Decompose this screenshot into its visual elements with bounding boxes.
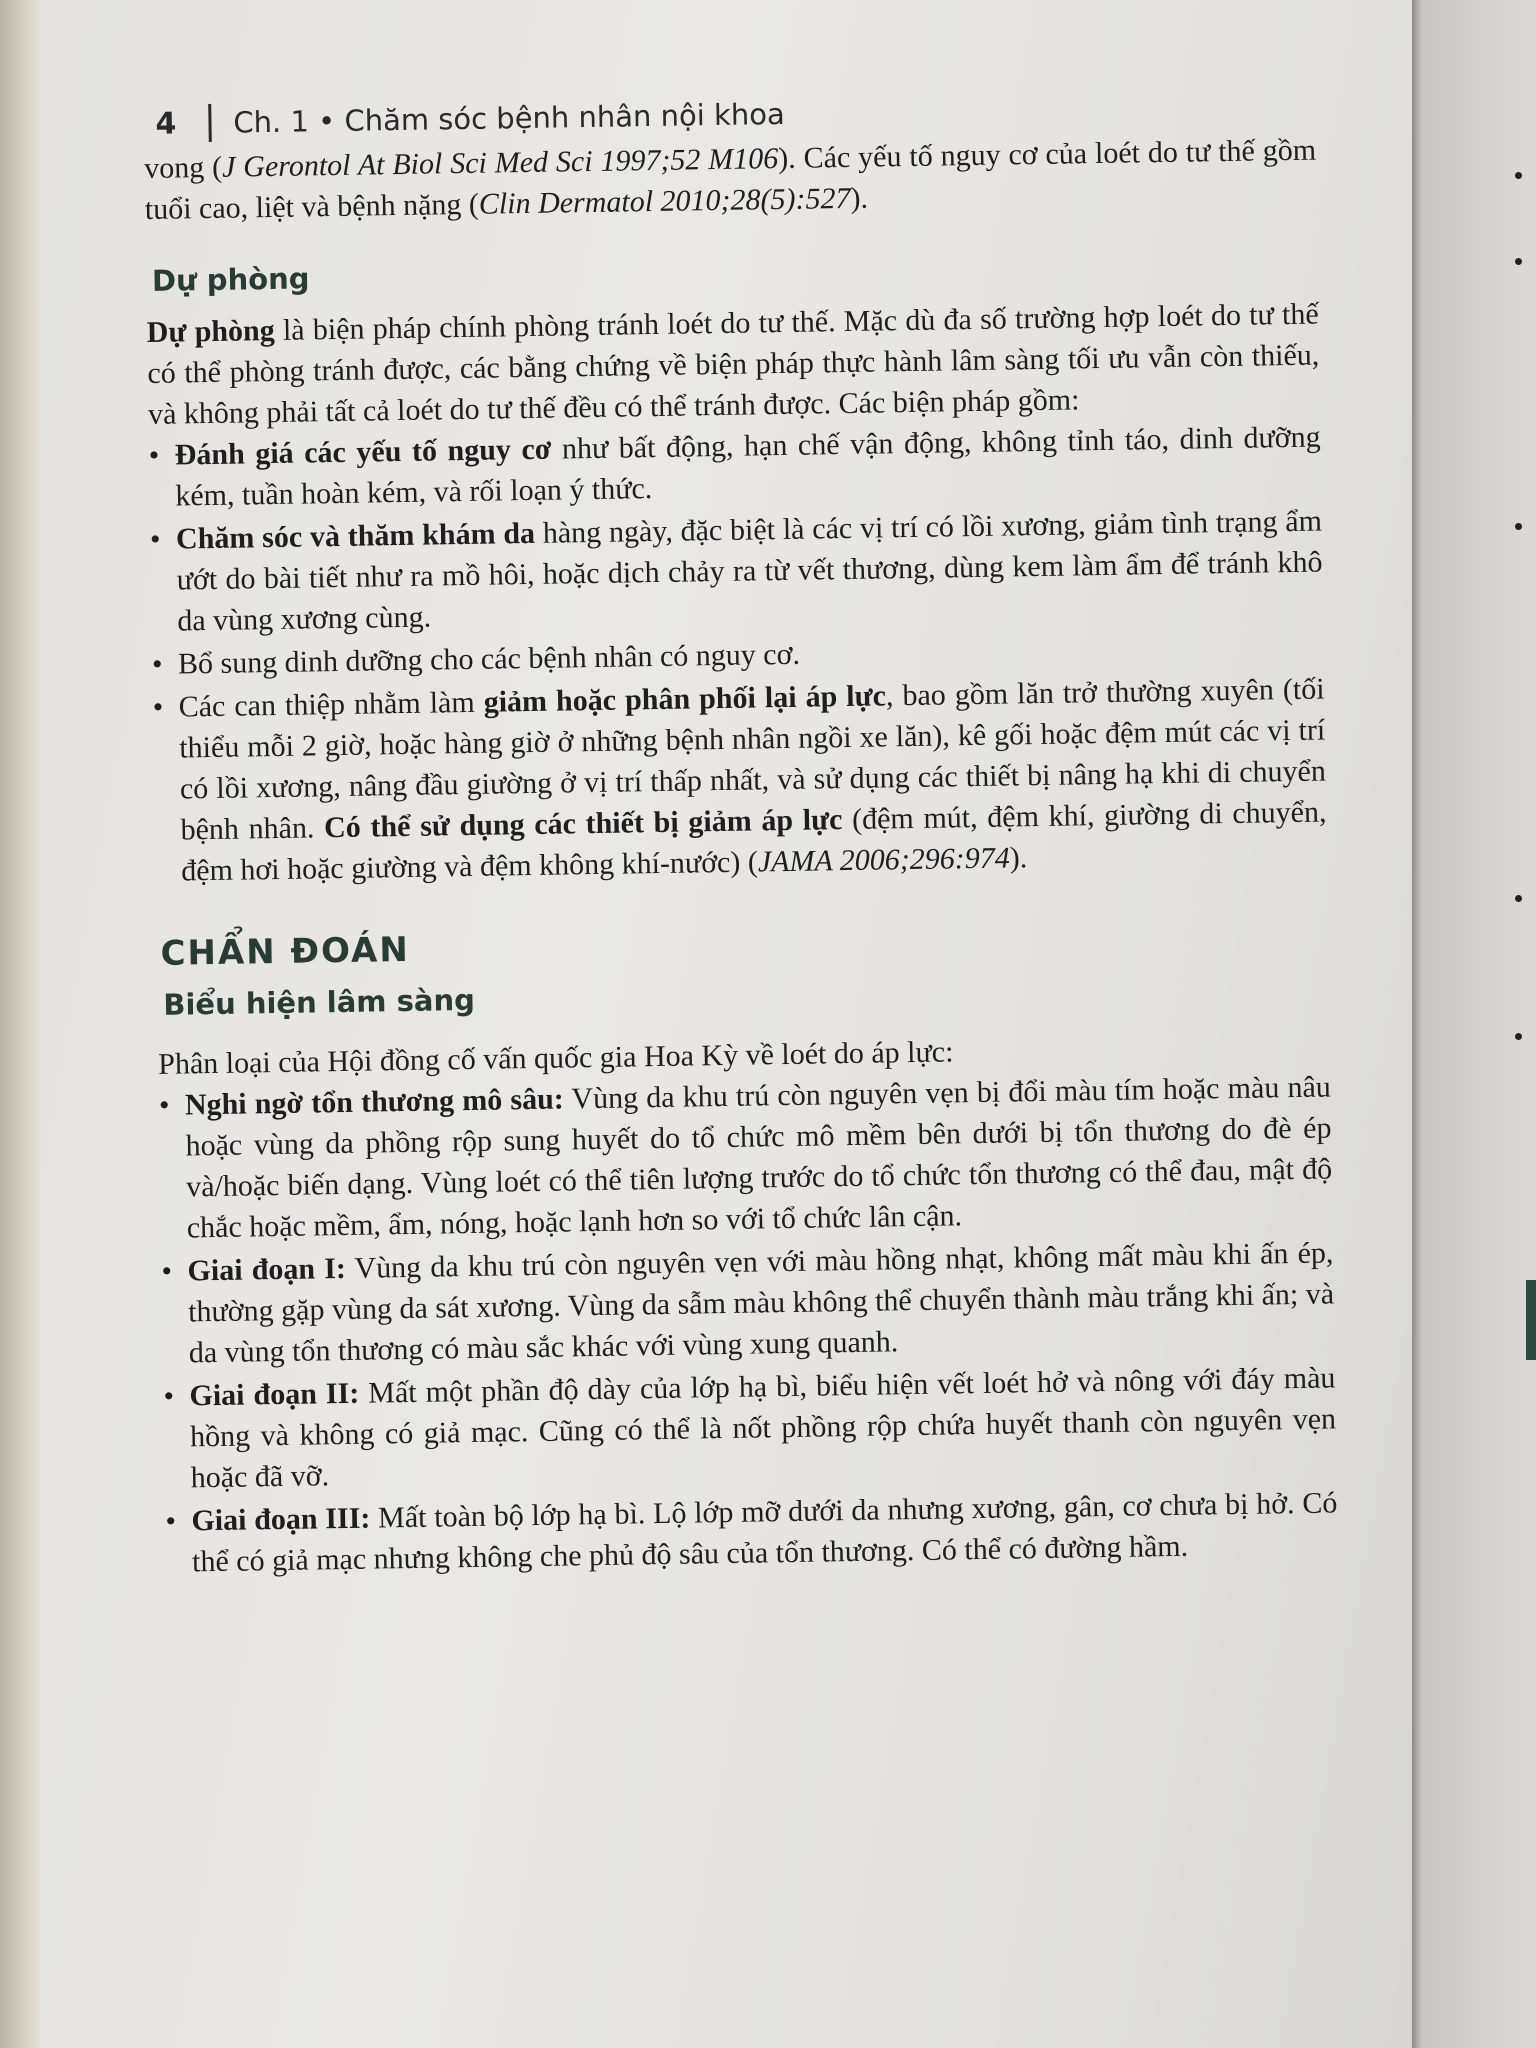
- adjacent-page-bullet: [1515, 258, 1522, 265]
- list-item-text: Mất một phần độ dày của lớp hạ bì, biểu hiện vết loét hở và nông với đáy màu hồng và không có giả mạc. Cũng có thể là nốt phồng rộp chứa huyết thanh còn nguyên vẹn hoặc đã vỡ.: [189, 1361, 1337, 1495]
- list-item-bold: Giai đoạn II:: [189, 1376, 360, 1413]
- list-item-bold: Nghi ngờ tổn thương mô sâu:: [184, 1082, 565, 1122]
- intro-text-2: ). Các yếu tố nguy cơ của loét do tư thế gồm tuổi cao, liệt và bệnh nặng (: [144, 133, 1317, 226]
- list-item: [163, 1357, 1337, 1498]
- list-item-bold: Giai đoạn I:: [187, 1251, 347, 1288]
- intro-text-1: vong (: [143, 150, 223, 185]
- list-item-bold: Có thể sử dụng các thiết bị giảm áp lực: [323, 803, 843, 845]
- list-item: [148, 417, 1321, 517]
- running-head-divider: [208, 104, 212, 142]
- diagnosis-lead: Phân loại của Hội đồng cố vấn quốc gia Hoa Kỳ về loét do áp lực:: [158, 1035, 954, 1081]
- list-item: [161, 1232, 1335, 1373]
- intro-text-3: ).: [850, 181, 869, 215]
- list-item-bold: Đánh giá các yếu tố nguy cơ: [174, 432, 552, 472]
- book-page: [40, 0, 1412, 2048]
- diagnosis-heading: CHẨN ĐOÁN: [160, 929, 411, 974]
- list-item-text: , bao gồm lăn trở thường xuyên (tối thiểu mỗi 2 giờ, hoặc hàng giờ ở những bệnh nhân ngồi xe lăn), kê gối hoặc đệm mút các vị trí có lồi xương, nâng đầu giường ở vị trí thấp nhất, và sử dụng các thiết bị nâng hạ khi di chuyển bệnh nhân.: [179, 672, 1327, 847]
- list-item-citation: JAMA 2006;296:974: [757, 841, 1010, 879]
- list-item-text: như bất động, hạn chế vận động, không tỉnh táo, dinh dưỡng kém, tuần hoàn kém, và rối loạn ý thức.: [175, 420, 1321, 513]
- list-item-bold: Chăm sóc và thăm khám da: [175, 516, 536, 556]
- list-item-bold: giảm hoặc phân phối lại áp lực: [483, 679, 887, 719]
- list-item-text: Mất toàn bộ lớp hạ bì. Lộ lớp mỡ dưới da nhưng xương, gân, cơ chưa bị hở. Có thể có giả mạc nhưng không che phủ độ sâu của tổn thương. Có thể có đường hầm.: [191, 1486, 1338, 1579]
- adjacent-page-bullet: [1515, 523, 1522, 530]
- adjacent-page-bullet: [1515, 895, 1522, 902]
- prevention-list: [148, 417, 1327, 892]
- list-item-text: Các can thiệp nhằm làm: [178, 685, 484, 724]
- list-item: [159, 1066, 1333, 1248]
- prevention-heading: Dự phòng: [151, 261, 310, 298]
- page-content: [143, 74, 1338, 1585]
- adjacent-page-bullet: [1515, 172, 1522, 179]
- prevention-paragraph: [146, 294, 1320, 435]
- list-item-text: ).: [1009, 841, 1028, 875]
- list-item: [150, 501, 1324, 642]
- clinical-presentation-heading: Biểu hiện lâm sàng: [163, 982, 476, 1022]
- list-item: [152, 669, 1327, 892]
- intro-citation-2: Clin Dermatol 2010;28(5):527: [478, 181, 851, 221]
- page-number: 4: [155, 105, 177, 142]
- chapter-title: Ch. 1 • Chăm sóc bệnh nhân nội khoa: [233, 96, 785, 140]
- adjacent-page: [1412, 0, 1536, 2048]
- list-item-text: Bổ sung dinh dưỡng cho các bệnh nhân có nguy cơ.: [177, 637, 801, 681]
- prevention-lead-text: là biện pháp chính phòng tránh loét do tư thế. Mặc dù đa số trường hợp loét do tư thế có thể phòng tránh được, các bằng chứng về biện pháp thực hành lâm sàng tối ưu vẫn còn thiếu, và không phải tất cả loét do tư thế đều có thể tránh được. Các biện pháp gồm:: [147, 297, 1320, 431]
- intro-paragraph: [144, 130, 1317, 230]
- staging-list: [159, 1066, 1339, 1582]
- adjacent-page-marker: [1526, 1280, 1536, 1360]
- adjacent-page-bullet: [1515, 1033, 1522, 1040]
- book-page-edge: [0, 0, 40, 2048]
- prevention-lead-bold: Dự phòng: [146, 313, 275, 349]
- list-item: [165, 1482, 1338, 1582]
- list-item-text: Vùng da khu trú còn nguyên vẹn bị đổi màu tím hoặc màu nâu hoặc vùng da phồng rộp sung huyết do tổ chức mô mềm bên dưới bị tổn thương do đè ép và/hoặc biến dạng. Vùng loét có thể tiên lượng trước do tổ chức tổn thương có thể đau, mật độ chắc hoặc mềm, ẩm, nóng, hoặc lạnh hơn so với tổ chức lân cận.: [185, 1070, 1333, 1245]
- intro-citation-1: J Gerontol At Biol Sci Med Sci 1997;52 M106: [221, 142, 779, 184]
- list-item-text: (đệm mút, đệm khí, giường di chuyển, đệm hơi hoặc giường và đệm không khí-nước) (: [180, 795, 1327, 888]
- list-item-text: Vùng da khu trú còn nguyên vẹn với màu hồng nhạt, không mất màu khi ấn ép, thường gặp vùng da sát xương. Vùng da sẫm màu không thể chuyển thành màu trắng khi ấn; và da vùng tổn thương có màu sắc khác với vùng xung quanh.: [187, 1236, 1335, 1370]
- list-item-text: hàng ngày, đặc biệt là các vị trí có lồi xương, giảm tình trạng ẩm ướt do bài tiết như ra mồ hôi, hoặc dịch chảy ra từ vết thương, dùng kem làm ẩm để tránh khô da vùng xương cùng.: [176, 504, 1323, 638]
- list-item-bold: Giai đoạn III:: [191, 1501, 371, 1538]
